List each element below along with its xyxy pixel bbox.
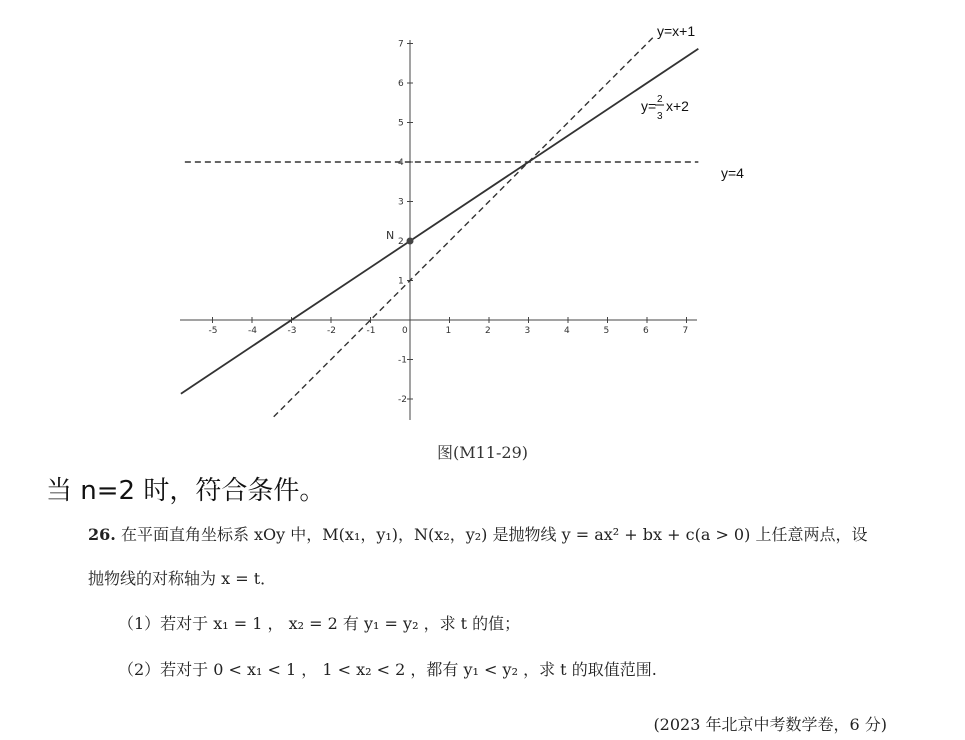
- x-tick-label: 7: [682, 326, 689, 336]
- point-n-label: N: [386, 229, 395, 242]
- x-tick-label: 2: [485, 326, 491, 336]
- y-tick-label: 5: [398, 118, 404, 129]
- y-tick-label: 1: [398, 276, 404, 287]
- problem-line-2: 抛物线的对称轴为 x = t．: [88, 569, 277, 588]
- label-suffix: x+2: [666, 98, 689, 114]
- x-tick-label: 3: [524, 326, 531, 336]
- label-y-x-plus-1: y=x+1: [657, 23, 696, 39]
- x-tick-label: -2: [327, 326, 336, 336]
- y-tick-label: 7: [398, 39, 404, 50]
- problem-text-1: 在平面直角坐标系 xOy 中，M(x₁，y₁)，N(x₂，y₂) 是抛物线 y = ax² + bx + c(a > 0) 上任意两点，设: [120, 525, 868, 544]
- label-prefix: y=: [641, 98, 657, 114]
- statement-text: 当 n=2 时，符合条件。: [46, 476, 326, 506]
- figure-caption: 图(M11-29): [437, 443, 528, 462]
- y-tick-label: -1: [398, 355, 407, 366]
- graph-line-1: [181, 49, 698, 394]
- x-tick-label: 5: [603, 326, 610, 336]
- x-tick-label: 4: [564, 326, 570, 336]
- x-tick-label: -1: [366, 326, 376, 336]
- graph-lines: [181, 38, 698, 417]
- axis-ticks: [209, 40, 689, 406]
- x-tick-label: 6: [643, 326, 649, 336]
- problem-part-1: （1）若对于 x₁ = 1 ， x₂ = 2 有 y₁ = y₂ ，求 t 的值；: [118, 614, 521, 633]
- problem-part-2: （2）若对于 0 < x₁ < 1 ， 1 < x₂ < 2 ，都有 y₁ < y₂ ，求 t 的取值范围.: [118, 660, 657, 679]
- x-tick-label: -4: [248, 326, 257, 336]
- y-tick-label: 4: [398, 158, 404, 168]
- source-note: (2023 年北京中考数学卷，6 分): [653, 715, 887, 734]
- y-tick-label: 3: [398, 197, 404, 208]
- axes: [180, 40, 697, 420]
- y-tick-label: 2: [398, 237, 404, 247]
- label-numerator: 2: [657, 94, 663, 105]
- x-tick-label: -3: [287, 326, 297, 336]
- x-tick-label: 1: [445, 326, 452, 336]
- x-tick-label: -5: [208, 326, 218, 336]
- y-tick-label: 6: [398, 79, 404, 89]
- y-tick-label: -2: [398, 395, 407, 405]
- label-denominator: 3: [657, 111, 663, 122]
- point-n: [407, 238, 414, 245]
- problem-number: 26.: [88, 525, 116, 544]
- problem-line-1: [88, 522, 867, 545]
- label-y-4: y=4: [721, 165, 744, 181]
- label-y-two-thirds-x-plus-2: [641, 94, 689, 122]
- graph-line-0: [274, 38, 653, 417]
- x-tick-label: 0: [402, 326, 408, 336]
